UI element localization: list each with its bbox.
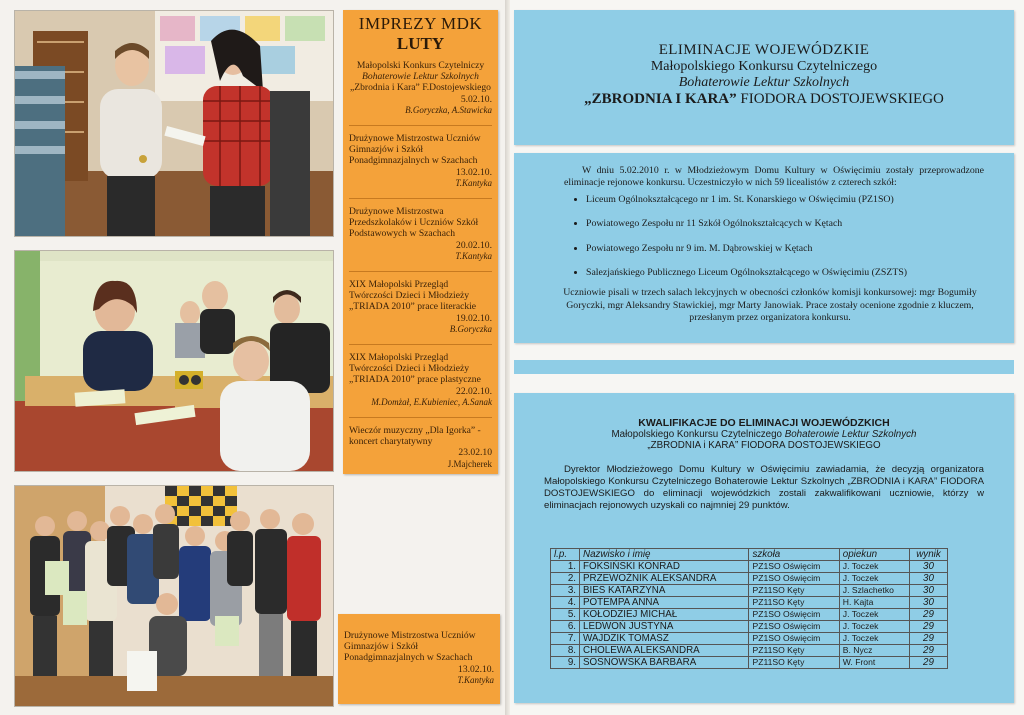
event-item: Drużynowe Mistrzostwa Uczniów Gimnazjów i Szkół Ponadgimnazjalnych w Szachach 13.02.10. T.Kantyka bbox=[344, 630, 494, 685]
header-panel bbox=[514, 10, 1014, 145]
blue-strip bbox=[514, 360, 1014, 374]
events-month: LUTY bbox=[396, 34, 445, 53]
divider bbox=[349, 125, 492, 126]
left-page bbox=[0, 0, 510, 715]
qualification-subtitle: Małopolskiego Konkursu Czytelniczego Bohaterowie Lektur Szkolnych bbox=[611, 429, 917, 440]
table-row: 4. POTEMPA ANNA PZ11SO Kęty H. Kajta 30 bbox=[551, 597, 948, 609]
report-outro: Uczniowie pisali w trzech salach lekcyjnych w obecności członków komisji konkursowej: mgr Bogumiły Goryczki, mgr Aleksandry Stawickiej, mgr Marty Janowiak. Prace zostały ocenione zgodnie z kluczem, przesłanym przez organizatora konkursu. bbox=[563, 287, 977, 324]
table-row: 5. KOŁODZIEJ MICHAŁ PZ1SO Oświęcim J. Toczek 29 bbox=[551, 609, 948, 621]
event-item: Drużynowe Mistrzostwa Uczniów Gimnazjów i Szkół Ponadgimnazjalnych w Szachach 13.02.10. T.Kantyka bbox=[349, 133, 492, 188]
event-item: Małopolski Konkurs Czytelniczy Bohaterowie Lektur Szkolnych „Zbrodnia i Kara” F.Dostojewskiego 5.02.10. B.Goryczka, A.Stawicka bbox=[350, 60, 492, 115]
table-row: 8. CHOLEWA ALEKSANDRA PZ11SO Kęty B. Nycz 29 bbox=[551, 645, 948, 657]
schools-list bbox=[574, 194, 1014, 280]
list-item: • Salezjańskiego Publicznego Liceum Ogólnokształcącego w Oświęcimiu (ZSZTS) bbox=[586, 267, 1014, 279]
qualification-panel bbox=[514, 393, 1014, 703]
report-panel bbox=[514, 153, 1014, 343]
bottom-event-panel bbox=[338, 614, 500, 704]
table-row: 1. FOKSIŃSKI KONRAD PZ1SO Oświęcim J. Toczek 30 bbox=[551, 561, 948, 573]
report-intro: W dniu 5.02.2010 r. w Młodzieżowym Domu Kultury w Oświęcimiu zostały przeprowadzone eliminacje rejonowe konkursu. Uczestniczyło w nich 59 licealistów z czterech szkół: bbox=[564, 165, 984, 189]
table-row: 9. SOSNOWSKA BARBARA PZ11SO Kęty W. Front 29 bbox=[551, 657, 948, 669]
event-item: XIX Małopolski Przegląd Twórczości Dzieci i Młodzieży „TRIADA 2010” prace plastyczne 22.02.10. M.Domżał, E.Kubieniec, A.Sanak bbox=[349, 352, 492, 407]
header-title: ELIMINACJE WOJEWÓDZKIE bbox=[658, 42, 870, 58]
header-competition: Bohaterowie Lektur Szkolnych bbox=[678, 75, 850, 90]
qualification-body: Dyrektor Młodzieżowego Domu Kultury w Oświęcimiu zawiadamia, że decyzją organizatora Małopolskiego Konkursu Czytelniczego Bohaterowie Lektur Szkolnych „ZBRODNIA i KARA” FIODORA DOSTOJEWSKIEGO do eliminacji wojewódzkich zostali zakwalifikowani uczniowie, którzy w eliminacjach rejonowych uzyskali co najmniej 29 punktów. bbox=[544, 464, 984, 511]
qualification-book: „ZBRODNIA i KARA” FIODORA DOSTOJEWSKIEGO bbox=[647, 440, 881, 451]
list-item: • Powiatowego Zespołu nr 9 im. M. Dąbrowskiej w Kętach bbox=[586, 243, 1014, 255]
list-item: • Powiatowego Zespołu nr 11 Szkół Ogólnokształcących w Kętach bbox=[586, 218, 1014, 230]
table-header-row: l.p. Nazwisko i imię szkoła opiekun wynik bbox=[551, 549, 948, 561]
qualification-title: KWALIFIKACJE DO ELIMINACJI WOJEWÓDZKICH bbox=[638, 417, 890, 429]
photo-students-writing bbox=[14, 250, 334, 472]
event-item: XIX Małopolski Przegląd Twórczości Dzieci i Młodzieży „TRIADA 2010” prace literackie 19.02.10. B.Goryczka bbox=[349, 279, 492, 334]
table-row: 3. BIES KATARZYNA PZ11SO Kęty J. Szlachetko 30 bbox=[551, 585, 948, 597]
header-subtitle: Małopolskiego Konkursu Czytelniczego bbox=[650, 59, 878, 74]
photo-group bbox=[14, 485, 334, 707]
divider bbox=[349, 417, 492, 418]
photo-award-ceremony bbox=[14, 10, 334, 237]
event-item: Wieczór muzyczny „Dla Igorka” - koncert charytatywny 23.02.10 J.Majcherek bbox=[349, 425, 492, 469]
table-row: 7. WAJDZIK TOMASZ PZ1SO Oświęcim J. Toczek 29 bbox=[551, 633, 948, 645]
events-panel bbox=[343, 10, 498, 474]
header-book: „ZBRODNIA I KARA” FIODORA DOSTOJEWSKIEGO bbox=[584, 91, 944, 107]
results-table bbox=[550, 548, 948, 669]
events-title: IMPREZY MDK bbox=[358, 14, 483, 33]
divider bbox=[349, 344, 492, 345]
divider bbox=[349, 271, 492, 272]
table-row: 2. PRZEWOŹNIK ALEKSANDRA PZ1SO Oświęcim J. Toczek 30 bbox=[551, 573, 948, 585]
event-item: Drużynowe Mistrzostwa Przedszkolaków i Uczniów Szkół Podstawowych w Szachach 20.02.10. T.Kantyka bbox=[349, 206, 492, 261]
table-row: 6. LEDWOŃ JUSTYNA PZ1SO Oświęcim J. Toczek 29 bbox=[551, 621, 948, 633]
list-item: • Liceum Ogólnokształcącego nr 1 im. St. Konarskiego w Oświęcimiu (PZ1SO) bbox=[586, 194, 1014, 206]
divider bbox=[349, 198, 492, 199]
